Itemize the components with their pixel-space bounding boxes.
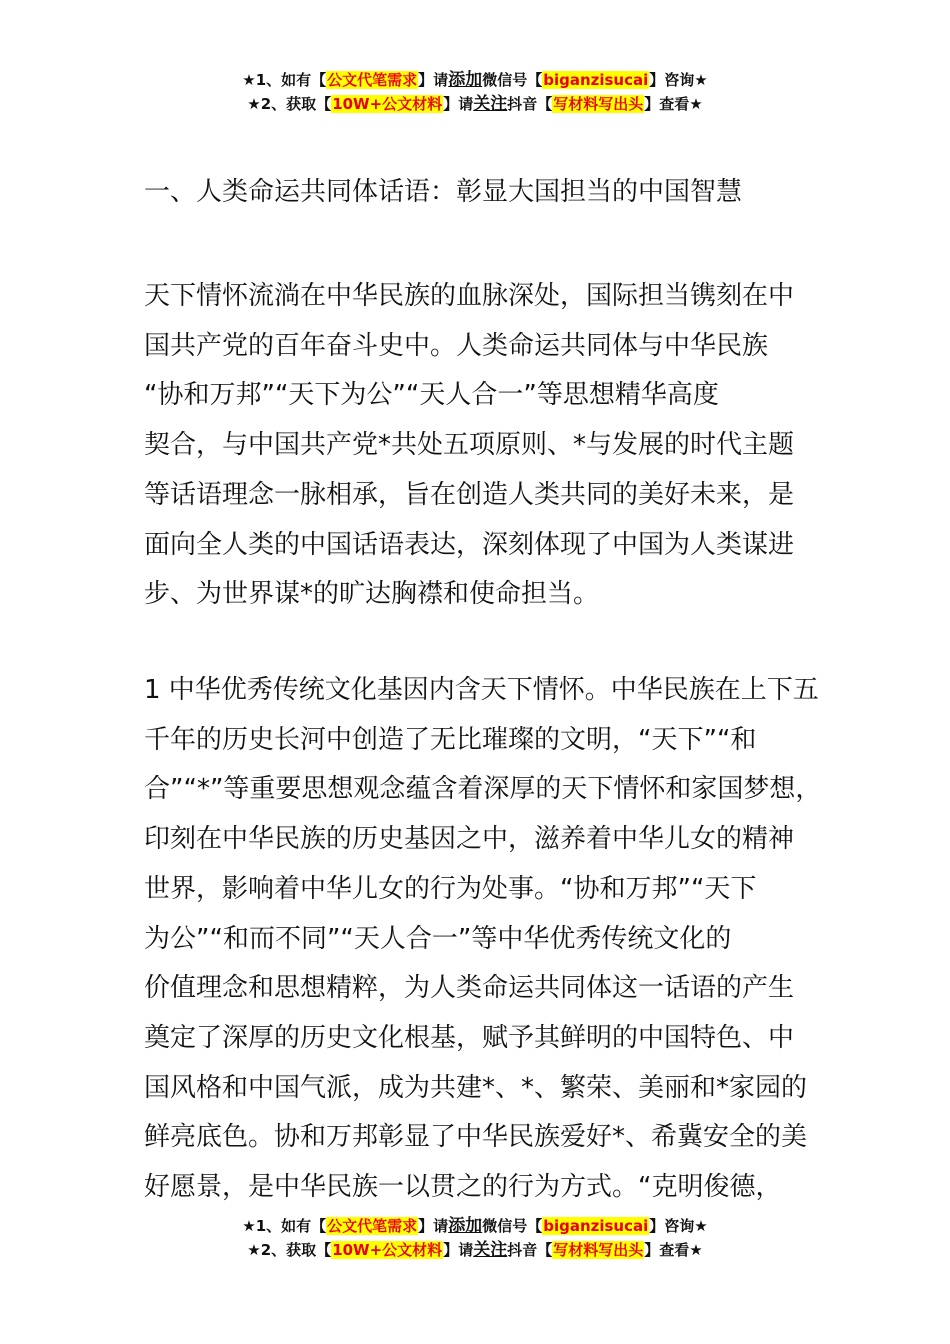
banner-text: ★2、获取【 [247,1241,332,1259]
paragraph-line: 千年的历史长河中创造了无比璀璨的文明，“天下”“和 [144,724,757,755]
paragraph-line: 等话语理念一脉相承，旨在创造人类共同的美好未来，是 [144,479,795,510]
footer-banner [0,1214,950,1262]
banner-text: 抖音【 [507,1241,553,1259]
banner-highlight: 写材料写出头 [553,95,644,113]
banner-text: 微信号【 [482,71,543,89]
banner-underline-text: 关注 [473,94,508,114]
paragraph-line: 奠定了深厚的历史文化根基，赋予其鲜明的中国特色、中 [144,1022,795,1053]
banner-highlight: 公文代笔需求 [327,1217,418,1235]
paragraph-2 [144,666,834,1213]
banner-text: ★2、获取【 [247,95,332,113]
banner-underline-text: 关注 [473,1240,508,1260]
paragraph-line: 1 中华优秀传统文化基因内含天下情怀。中华民族在上下五 [144,675,819,705]
banner-text: 】请 [443,95,474,113]
banner-underline-text: 添加 [448,70,483,90]
banner-line-1 [0,68,950,92]
banner-highlight: biganzisucai [543,71,649,89]
paragraph-line: 为公”“和而不同”“天人合一”等中华优秀传统文化的 [144,923,732,954]
paragraph-line: 合”“*”等重要思想观念蕴含着深厚的天下情怀和家国梦想， [144,774,822,805]
banner-text: 】咨询★ [649,71,708,89]
banner-text: 抖音【 [507,95,553,113]
paragraph-line: 国风格和中国气派，成为共建*、*、繁荣、美丽和*家园的 [144,1072,808,1103]
banner-text: 】请 [443,1241,474,1259]
banner-highlight: 10W+公文材料 [332,1241,443,1259]
banner-text: ★1、如有【 [242,71,327,89]
paragraph-line: 价值理念和思想精粹，为人类命运共同体这一话语的产生 [144,973,795,1004]
banner-line-2 [0,1238,950,1262]
banner-text: 】请 [418,71,449,89]
banner-text: 】查看★ [644,95,703,113]
paragraph-line: 鲜亮底色。协和万邦彰显了中华民族爱好*、希冀安全的美 [144,1122,808,1153]
paragraph-line: 面向全人类的中国话语表达，深刻体现了中国为人类谋进 [144,529,795,560]
paragraph-line: 国共产党的百年奋斗史中。人类命运共同体与中华民族 [144,330,769,361]
paragraph-1 [144,272,834,620]
banner-text: 】咨询★ [649,1217,708,1235]
paragraph-line: “协和万邦”“天下为公”“天人合一”等思想精华高度 [144,380,719,411]
banner-highlight: 公文代笔需求 [327,71,418,89]
paragraph-line: 天下情怀流淌在中华民族的血脉深处，国际担当镌刻在中 [144,281,795,311]
banner-text: 】请 [418,1217,449,1235]
paragraph-line: 契合，与中国共产党*共处五项原则、*与发展的时代主题 [144,430,795,461]
banner-highlight: biganzisucai [543,1217,649,1235]
banner-text: ★1、如有【 [242,1217,327,1235]
paragraph-line: 步、为世界谋*的旷达胸襟和使命担当。 [144,579,600,610]
paragraph-line: 好愿景，是中华民族一以贯之的行为方式。“克明俊德， [144,1172,782,1203]
paragraph-line: 印刻在中华民族的历史基因之中，滋养着中华儿女的精神 [144,824,795,855]
banner-highlight: 10W+公文材料 [332,95,443,113]
banner-line-2 [0,92,950,116]
banner-highlight: 写材料写出头 [553,1241,644,1259]
banner-line-1 [0,1214,950,1238]
banner-underline-text: 添加 [448,1216,483,1236]
banner-text: 】查看★ [644,1241,703,1259]
banner-text: 微信号【 [482,1217,543,1235]
paragraph-line: 世界，影响着中华儿女的行为处事。“协和万邦”“天下 [144,873,757,904]
header-banner [0,68,950,116]
section-heading: 一、人类命运共同体话语：彰显大国担当的中国智慧 [144,177,743,207]
